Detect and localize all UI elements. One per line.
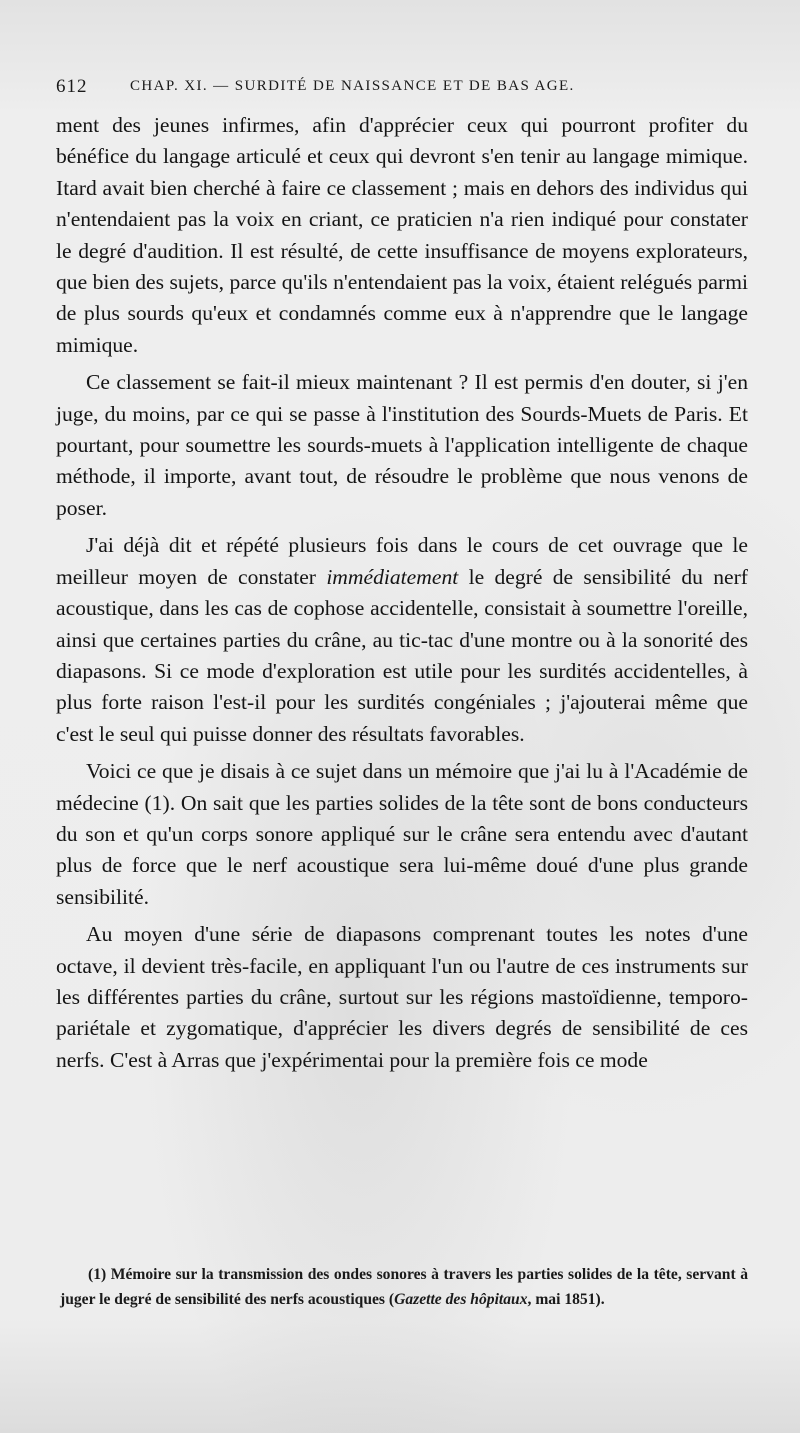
main-text bbox=[56, 110, 748, 1076]
footnote-text-end: , mai 1851). bbox=[527, 1291, 605, 1308]
paragraph-text: le degré de sensibilité du nerf acoustique, dans les cas de cophose accidentelle, consistait à soumettre l'oreille, ainsi que certaines parties du crâne, au tic-tac d'une montre ou à la sonorité des diapasons. Si ce mode d'exploration est utile pour les surdités accidentelles, à plus forte raison l'est-il pour les surdités congéniales ; j'ajouterai même que c'est le seul qui puisse donner des résultats favorables. bbox=[56, 564, 748, 746]
paragraph-text: J'ai déjà dit et répété plusieurs fois dans le cours de cet ouvrage que le meilleur moyen de constater bbox=[56, 533, 748, 589]
running-title: CHAP. XI. — SURDITÉ DE NAISSANCE ET DE BAS AGE. bbox=[130, 78, 575, 94]
paragraph: Voici ce que je disais à ce sujet dans un mémoire que j'ai lu à l'Académie de médecine (1). On sait que les parties solides de la tête sont de bons conducteurs du son et qu'un corps sonore appliqué sur le crâne sera entendu avec d'autant plus de force que le nerf acoustique sera lui-même doué d'une plus grande sensibilité. bbox=[56, 759, 748, 909]
emphasis-text: immédiatement bbox=[326, 564, 459, 589]
footnote bbox=[60, 1262, 748, 1312]
paragraph bbox=[56, 530, 748, 750]
paragraph: Au moyen d'une série de diapasons comprenant toutes les notes d'une octave, il devient très-facile, en appliquant l'un ou l'autre de ces instruments sur les différentes parties du crâne, surtout sur les régions mastoïdienne, temporo-pariétale et zygomatique, d'apprécier les divers degrés de sensibilité de ces nerfs. C'est à Arras que j'expérimentai pour la première fois ce mode bbox=[56, 922, 748, 1072]
footnote-citation: Gazette des hôpitaux bbox=[394, 1291, 528, 1308]
footnote-text bbox=[60, 1262, 748, 1312]
running-header bbox=[56, 76, 756, 100]
footnote-text-start: (1) Mémoire sur la transmission des ondes sonores à travers les parties solides de la tête, servant à juger le degré de sensibilité des nerfs acoustiques ( bbox=[60, 1266, 748, 1308]
paragraph-continuation: ment des jeunes infirmes, afin d'apprécier ceux qui pourront profiter du bénéfice du langage articulé et ceux qui devront s'en tenir au langage mimique. Itard avait bien cherché à faire ce classement ; mais en dehors des individus qui n'entendaient pas la voix en criant, ce praticien n'a rien indiqué pour constater le degré d'audition. Il est résulté, de cette insuffisance de moyens explorateurs, que bien des sujets, parce qu'ils n'entendaient pas la voix, étaient relégués parmi de plus sourds qu'eux et condamnés comme eux à n'apprendre que le langage mimique. bbox=[56, 113, 748, 357]
page-number: 612 bbox=[56, 76, 88, 97]
paragraph: Ce classement se fait-il mieux maintenant ? Il est permis d'en douter, si j'en juge, du moins, par ce qui se passe à l'institution des Sourds-Muets de Paris. Et pourtant, pour soumettre les sourds-muets à l'application intelligente de chaque méthode, il importe, avant tout, de résoudre le problème que nous venons de poser. bbox=[56, 370, 748, 520]
